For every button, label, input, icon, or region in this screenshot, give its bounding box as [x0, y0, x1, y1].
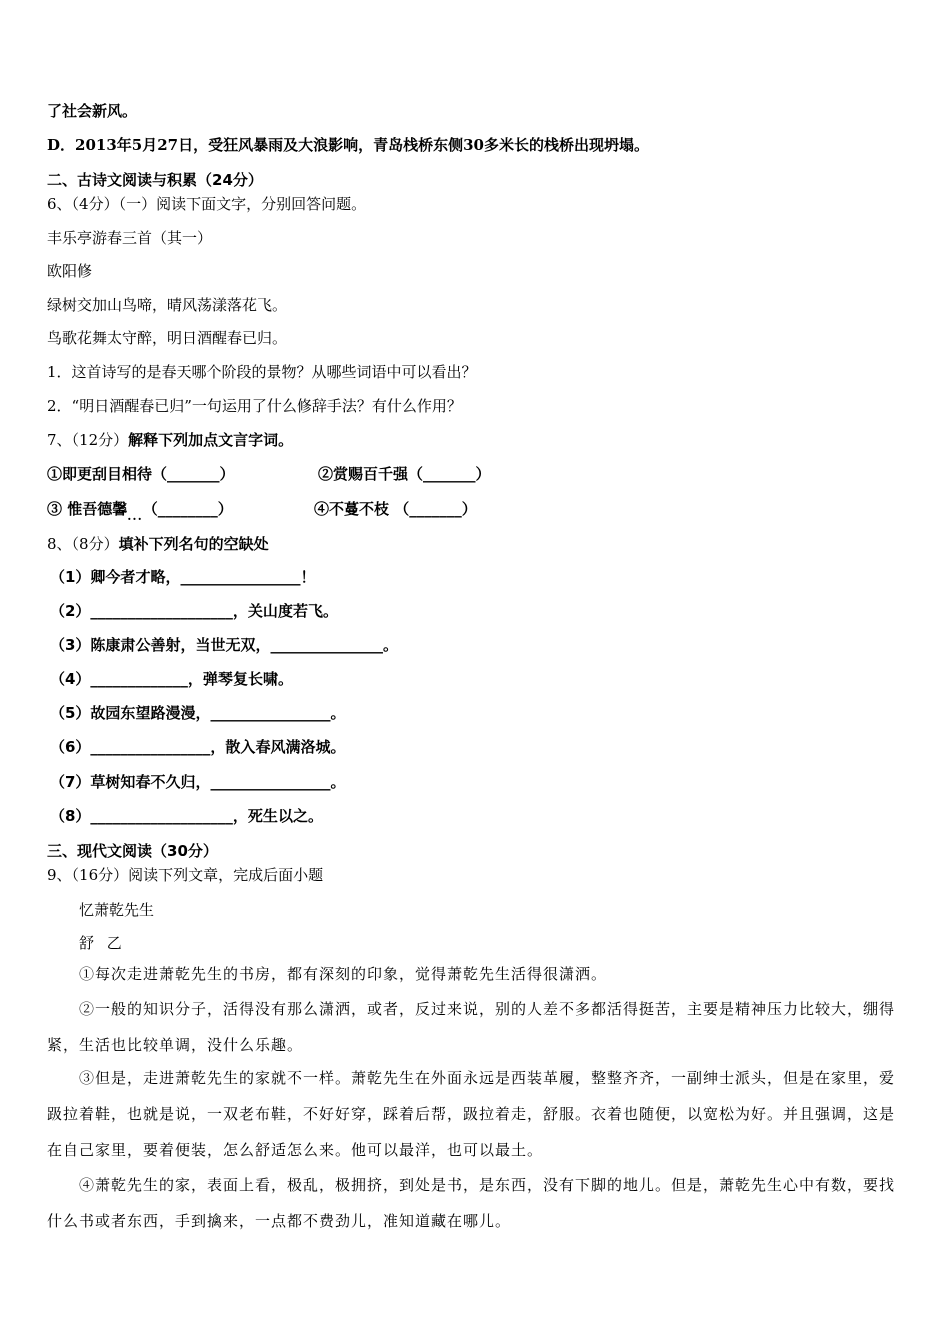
question-6-intro: 6、（4分）（一）阅读下面文字，分别回答问题。 [47, 195, 367, 213]
fill-in-line: （6）________________，散入春风满洛城。 [50, 738, 346, 756]
q7-item-3 [47, 498, 233, 523]
article-paragraph: ①每次走进萧乾先生的书房，都有深刻的印象，觉得萧乾先生活得很潇洒。 [79, 965, 608, 983]
emphasis-dots: ... [127, 509, 143, 523]
q7-item-3-blank: （________） [142, 500, 233, 518]
section-heading: 二、古诗文阅读与积累（24分） [47, 171, 263, 189]
question-8-prefix: 8、（8分） [47, 535, 119, 553]
question-7-prefix: 7、（12分） [47, 431, 129, 449]
q7-item-3-text: ③ 惟吾德馨 [47, 500, 128, 518]
poem-author: 欧阳修 [47, 262, 93, 280]
article-paragraph: ②一般的知识分子，活得没有那么潇洒，或者，反过来说，别的人差不多都活得挺苦，主要是精神压力比较大，绷得紧，生活也比较单调，没什么乐趣。 [47, 1000, 896, 1054]
text-line: 了社会新风。 [47, 102, 138, 120]
question-6-2: 2．“明日酒醒春已归”一句运用了什么修辞手法？有什么作用？ [47, 397, 462, 415]
fill-in-line: （1）卿今者才略，________________！ [50, 568, 316, 586]
question-8-header [47, 534, 269, 554]
poem-title: 丰乐亭游春三首（其一） [47, 229, 213, 247]
fill-in-line: （4）_____________，弹琴复长啸。 [50, 670, 293, 688]
question-9-intro: 9、（16分）阅读下列文章，完成后面小题 [47, 866, 324, 884]
question-7-instruction: 解释下列加点文言字词。 [128, 431, 294, 449]
q7-item-2: ②赏赐百千强（_______） [318, 465, 491, 483]
fill-in-line: （2）___________________，关山度若飞。 [50, 602, 338, 620]
fill-in-line: （5）故园东望路漫漫，________________。 [50, 704, 346, 722]
q7-item-1: ①即更刮目相待（_______） [47, 465, 235, 483]
question-7-header [47, 430, 293, 450]
question-8-instruction: 填补下列名句的空缺处 [118, 535, 269, 553]
section-heading: 三、现代文阅读（30分） [47, 842, 218, 860]
article-author: 舒 乙 [79, 934, 126, 952]
option-d: D．2013年5月27日，受狂风暴雨及大浪影响，青岛栈桥东侧30多米长的栈桥出现坍塌。 [47, 136, 649, 154]
article-title: 忆萧乾先生 [79, 901, 155, 919]
article-paragraph: ④萧乾先生的家，表面上看，极乱，极拥挤，到处是书，是东西，没有下脚的地儿。但是，萧乾先生心中有数，要找什么书或者东西，手到擒来，一点都不费劲儿，准知道藏在哪儿。 [47, 1176, 896, 1230]
poem-line: 绿树交加山鸟啼，晴风荡漾落花飞。 [47, 296, 288, 314]
fill-in-line: （7）草树知春不久归，________________。 [50, 773, 346, 791]
article-paragraph: ③但是，走进萧乾先生的家就不一样。萧乾先生在外面永远是西装革履，整整齐齐，一副绅士派头，但是在家里，爱趿拉着鞋，也就是说，一双老布鞋，不好好穿，踩着后帮，趿拉着走，舒服。衣着也随便，以宽松为好。并且强调，这是在自己家里，要着便装，怎么舒适怎么来。他可以最洋，也可以最土。 [47, 1069, 896, 1159]
poem-line: 鸟歌花舞太守醉，明日酒醒春已归。 [47, 329, 288, 347]
question-6-1: 1．这首诗写的是春天哪个阶段的景物？从哪些词语中可以看出？ [47, 363, 477, 381]
q7-item-4: ④不蔓不枝 （_______） [314, 500, 477, 518]
fill-in-line: （8）___________________，死生以之。 [50, 807, 323, 825]
fill-in-line: （3）陈康肃公善射，当世无双，_______________。 [50, 636, 398, 654]
